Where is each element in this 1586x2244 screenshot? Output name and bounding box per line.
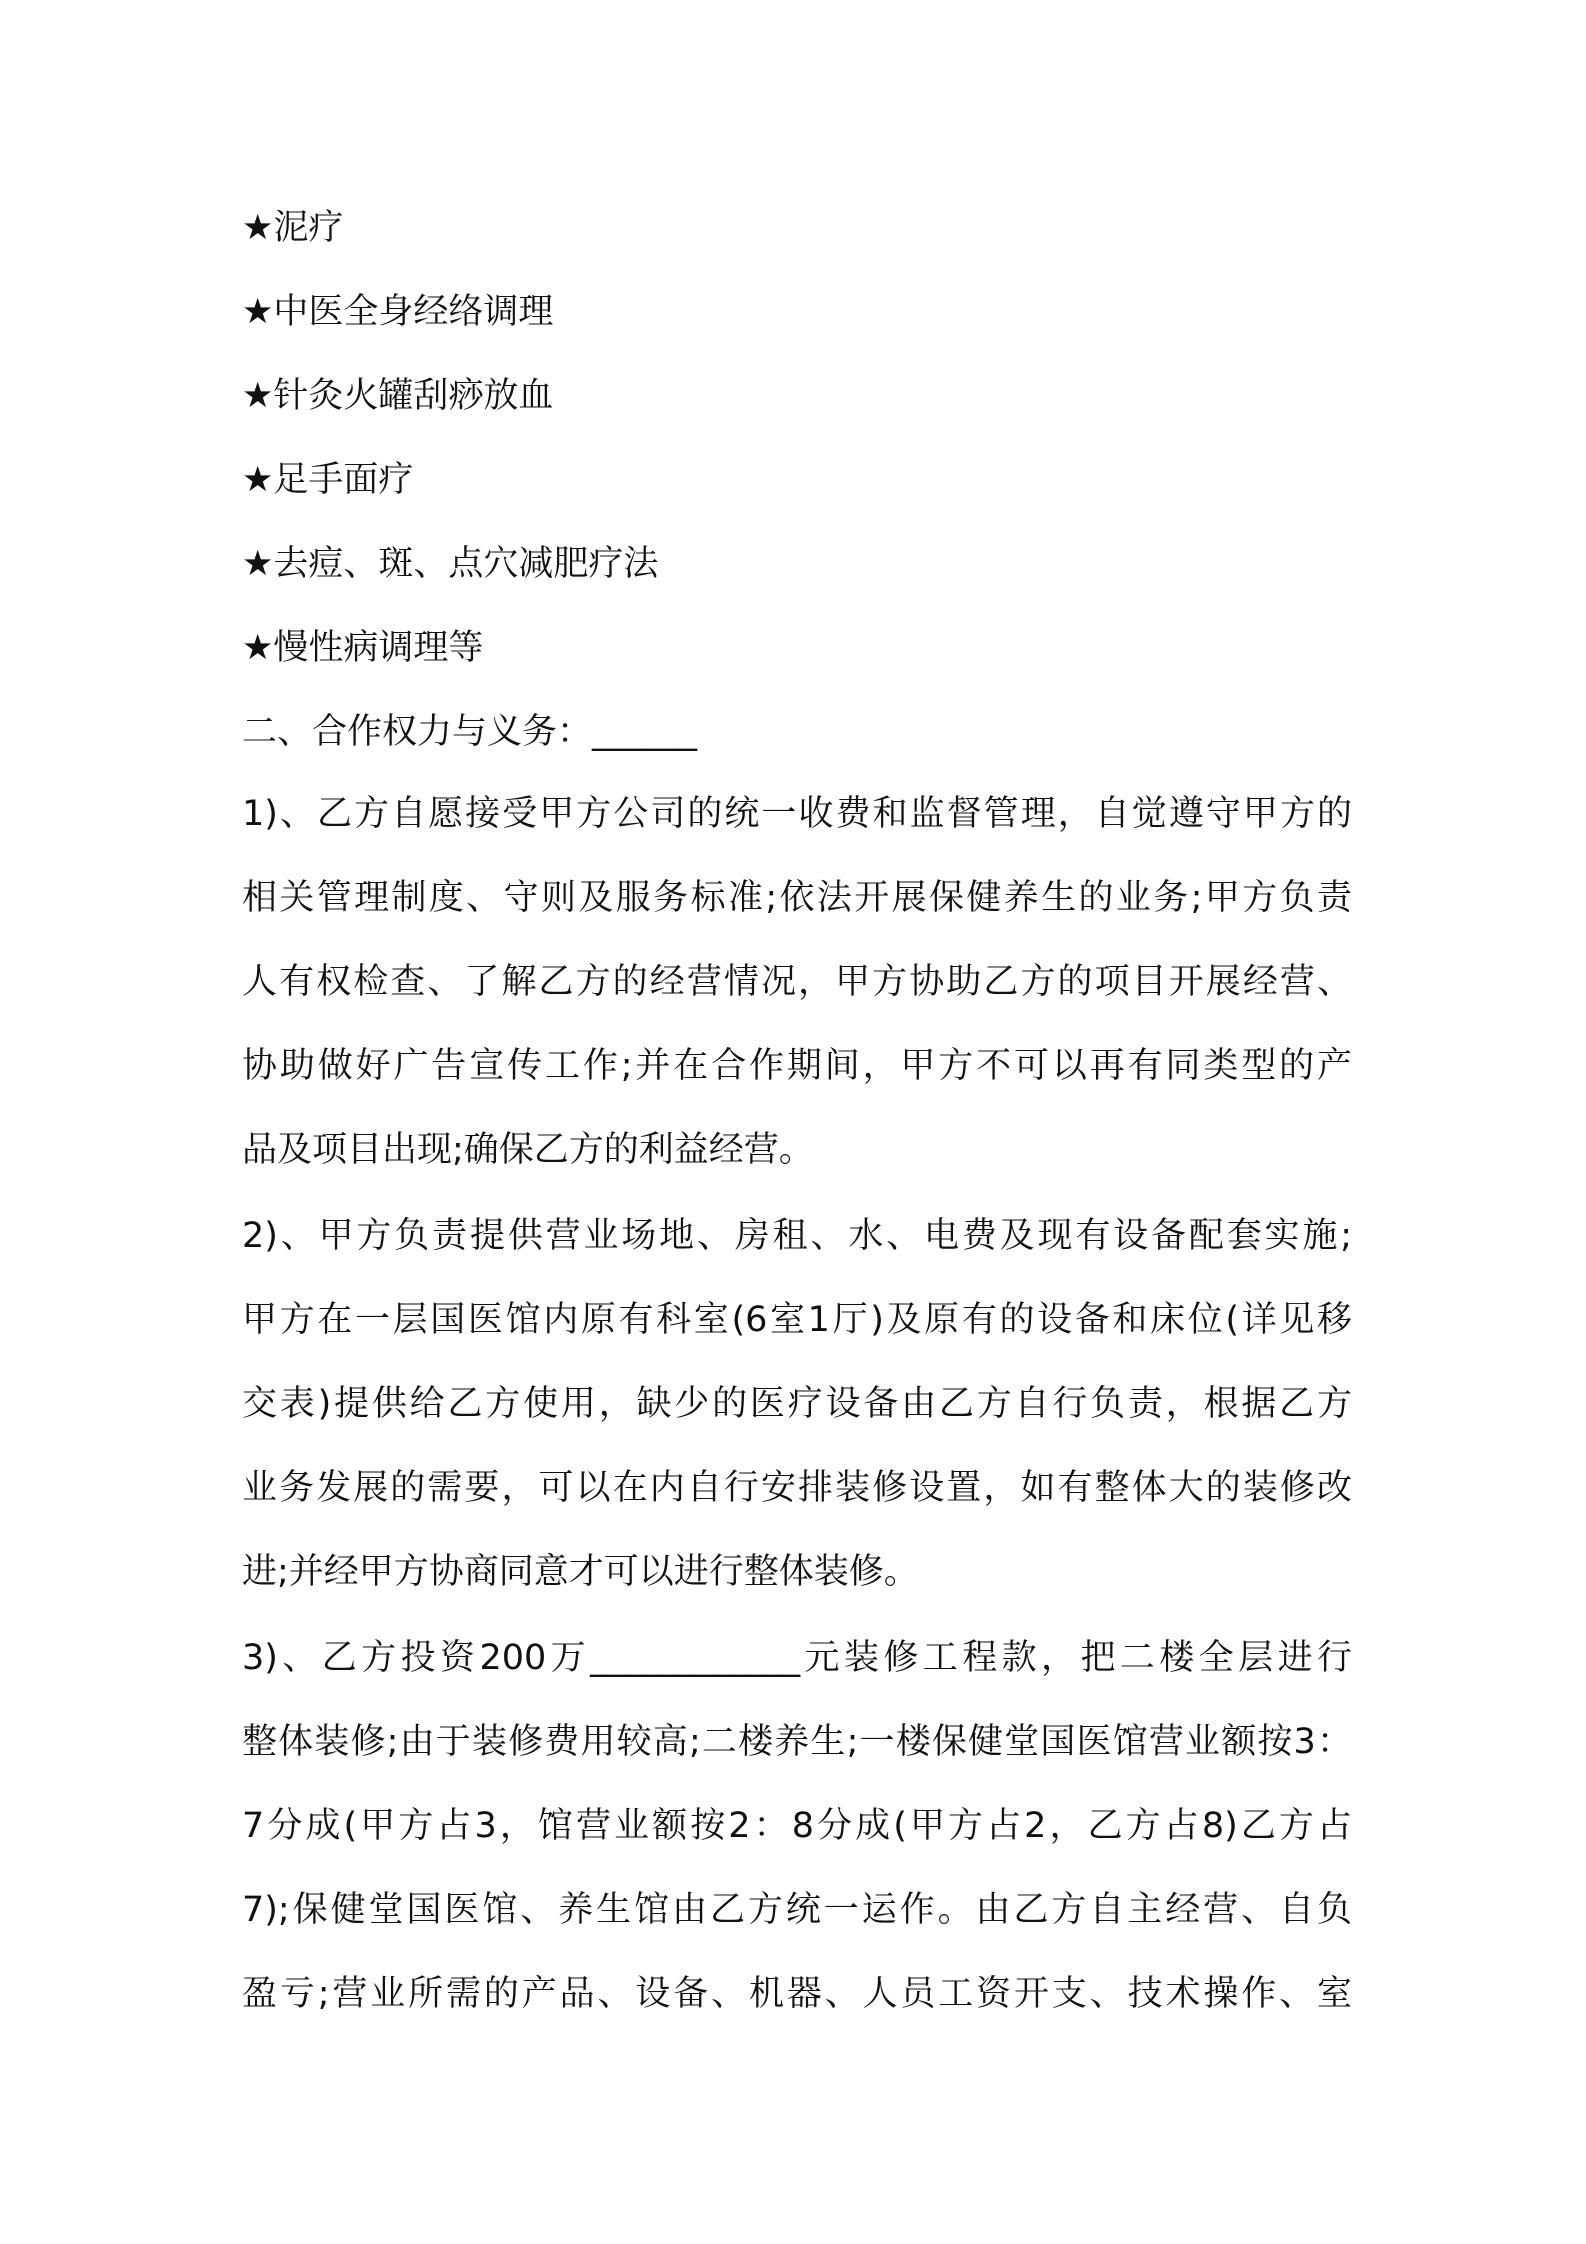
- paragraph-line: 盈亏;营业所需的产品、设备、机器、人员工资开支、技术操作、室: [242, 1974, 1352, 2014]
- paragraph-line: 相关管理制度、守则及服务标准;依法开展保健养生的业务;甲方负责: [242, 878, 1352, 918]
- paragraph-line: 1)、乙方自愿接受甲方公司的统一收费和监督管理，自觉遵守甲方的: [242, 794, 1352, 834]
- paragraph-line: 3)、乙方投资200万____________元装修工程款，把二楼全层进行: [242, 1638, 1352, 1678]
- service-item-foot-hand-face-therapy: ★足手面疗: [242, 460, 414, 500]
- paragraph-line: 品及项目出现;确保乙方的利益经营。: [242, 1130, 814, 1170]
- document-page: [242, 198, 1352, 2050]
- paragraph-line: 甲方在一层国医馆内原有科室(6室1厅)及原有的设备和床位(详见移: [242, 1300, 1352, 1340]
- paragraph-line: 人有权检查、了解乙方的经营情况，甲方协助乙方的项目开展经营、: [242, 962, 1352, 1002]
- paragraph-line: 2)、甲方负责提供营业场地、房租、水、电费及现有设备配套实施;: [242, 1216, 1352, 1256]
- paragraph-line: 交表)提供给乙方使用，缺少的医疗设备由乙方自行负责，根据乙方: [242, 1384, 1352, 1424]
- paragraph-line: 协助做好广告宣传工作;并在合作期间，甲方不可以再有同类型的产: [242, 1046, 1352, 1086]
- service-item-acne-slimming: ★去痘、斑、点穴减肥疗法: [242, 544, 659, 584]
- paragraph-line: 业务发展的需要，可以在内自行安排装修设置，如有整体大的装修改: [242, 1468, 1352, 1508]
- paragraph-line: 7);保健堂国医馆、养生馆由乙方统一运作。由乙方自主经营、自负: [242, 1890, 1352, 1930]
- service-item-chronic-disease: ★慢性病调理等: [242, 628, 484, 668]
- paragraph-line: 7分成(甲方占3，馆营业额按2：8分成(甲方占2，乙方占8)乙方占: [242, 1806, 1352, 1846]
- section-heading: 二、合作权力与义务：______: [242, 712, 698, 752]
- service-item-meridian-conditioning: ★中医全身经络调理: [242, 292, 554, 332]
- service-item-mud-therapy: ★泥疗: [242, 208, 344, 248]
- paragraph-line: 进;并经甲方协商同意才可以进行整体装修。: [242, 1552, 919, 1592]
- paragraph-clause-3: [242, 1628, 1352, 2048]
- paragraph-clause-1: [242, 784, 1352, 1204]
- service-list: [242, 198, 1352, 702]
- paragraph-clause-2: [242, 1206, 1352, 1626]
- paragraph-line: 整体装修;由于装修费用较高;二楼养生;一楼保健堂国医馆营业额按3：: [242, 1722, 1352, 1762]
- service-item-acupuncture-cupping: ★针灸火罐刮痧放血: [242, 376, 554, 416]
